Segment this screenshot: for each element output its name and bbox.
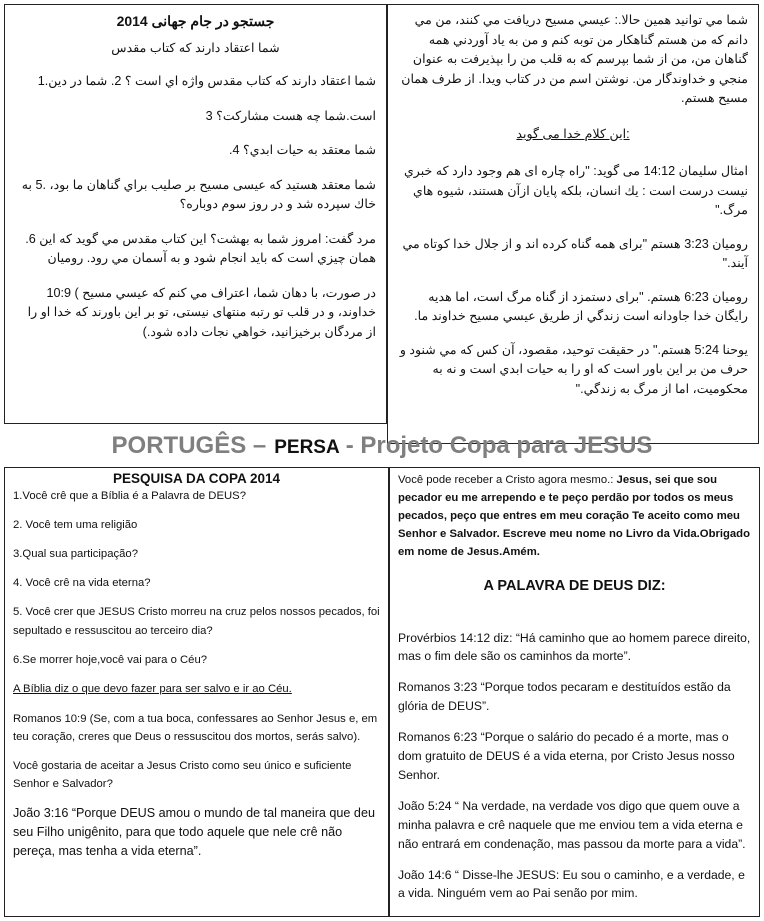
portuguese-word-heading: A PALAVRA DE DEUS DIZ: (483, 578, 666, 595)
portuguese-survey-panel (4, 467, 389, 917)
persian-question-1-2: شما اعتقاد دارند كه كتاب مقدس واژه اي است ؟ 2. شما در دین.1 (37, 74, 376, 89)
portuguese-invitation: Você gostaria de aceitar a Jesus Cristo como seu único e suficiente Senhor e Salvador? (13, 759, 352, 790)
persian-word-panel (387, 4, 759, 444)
persian-prayer-intro: شما مي توانيد همين حالا.: عيسي مسيح دريافت مي كنند، من مي دانم كه من هستم گناهكار من توبه كنم و من به ياد آوردني همه گناهان من، من از شما بپرسم که به قلب من را بپذيرفت به عنوان منجي و خداوندگار من. نوشتن اسم من در كتاب ويدا. از طرف همان مسيح هستم. (401, 13, 748, 106)
persian-survey-title: جستجو در جام جهانی 2014 (116, 13, 275, 29)
portuguese-question-4: 4. Você crê na vida eterna? (13, 577, 151, 590)
portuguese-question-2: 2. Você tem uma religião (13, 519, 138, 532)
banner-persa-label: PERSA (274, 437, 340, 458)
portuguese-verse-john-14-6: João 14:6 “ Disse-lhe JESUS: Eu sou o caminho, e a verdade, e a vida. Ninguém vem ao Pai senão por mim. (398, 867, 745, 901)
persian-word-heading: :این کلام خدا می گوید (516, 126, 630, 141)
project-banner-title (0, 424, 764, 468)
bible-says-link: A Bíblia diz o que devo fazer para ser salvo e ir ao Céu. (13, 682, 292, 695)
prayer-text: Jesus, sei que sou pecador eu me arrependo e te peço perdão por todos os meus pecados, peço que entres em meu coração Te aceito como meu Senhor e Salvador. Escreve meu nome no Livro da Vida.Obrigado em nome de Jesus.Amém. (398, 474, 750, 559)
persian-question-5: شما معتقد هستید که عیسی مسیح بر صليب براي گناهان ما بود، .5 به خاك سپرده شد و در روز سوم دوباره؟ (21, 177, 376, 212)
portuguese-word-panel (389, 467, 760, 917)
portuguese-verse-john-5-24: João 5:24 “ Na verdade, na verdade vos digo que quem ouve a minha palavra e crê naquele que me enviou tem a vida eterna e não entrará em condenação, mas passou da morte para a vida”. (398, 798, 746, 851)
portuguese-verse-romans-3-23: Romanos 3:23 “Porque todos pecaram e destituídos estão da glória de DEUS”. (398, 680, 731, 714)
portuguese-verse-proverbs: Provérbios 14:12 diz: “Há caminho que ao homem parece direito, mas o fim dele são os caminhos da morte”. (398, 630, 751, 664)
persian-survey-panel (4, 4, 387, 424)
persian-survey-subtitle: شما اعتقاد دارند که کتاب مقدس (111, 40, 280, 55)
portuguese-question-3: 3.Qual sua participação? (13, 548, 138, 561)
portuguese-romans-10-9: Romanos 10:9 (Se, com a tua boca, confessares ao Senhor Jesus e, em teu coração, creres que Deus o ressuscitou dos mortos, serás salvo). (13, 712, 378, 743)
portuguese-question-5: 5. Você crer que JESUS Cristo morreu na cruz pelos nossos pecados, foi sepultado e ressuscitou ao terceiro dia? (13, 606, 380, 637)
banner-project-label: - Projeto Copa para JESUS (345, 432, 653, 459)
prayer-intro-text: Você pode receber a Cristo agora mesmo.: (398, 474, 617, 486)
portuguese-question-6: 6.Se morrer hoje,você vai para o Céu? (13, 653, 208, 666)
portuguese-prayer-intro (398, 471, 751, 561)
persian-romans-10-9: در صورت، با دهان شما، اعتراف مي كنم كه عيسي مسيح ) 10:9 خداوند، و در قلب تو رتبه منتهای نیستی، تو بر اين باورند كه خدا او را از مردگان برخیزانید، خواهي نجات داده شود.) (27, 285, 376, 339)
persian-verse-romans-6-23: روميان 6:23 هستم. "براى دستمزد از گناه مرگ است، اما هديه رايگان خدا جاودانه است زندگي از طريق عيسي مسيح خداوند ما. (414, 289, 748, 324)
persian-verse-romans-3-23: روميان 3:23 هستم "براى همه گناه كرده اند و از جلال خدا كوتاه مي آيند." (402, 236, 748, 271)
portuguese-verse-romans-6-23: Romanos 6:23 “Porque o salário do pecado é a morte, mas o dom gratuito de DEUS é a vida eterna, por Cristo Jesus nosso Senhor. (398, 730, 735, 782)
portuguese-survey-title: PESQUISA DA COPA 2014 (112, 471, 281, 486)
persian-question-4: شما معتقد به حيات ابدي؟ 4. (229, 143, 376, 158)
persian-verse-john-5-24: يوحنا 5:24 هستم." در حقيقت توحيد، مقصود، آن كس كه مي شنود و حرف من بر اين باور است كه او را به حيات ابدي است و نه به محكوميت، اما از مرگ به زندگي." (399, 342, 748, 396)
persian-question-3: است.شما چه هست مشاركت؟ 3 (205, 108, 376, 123)
portuguese-question-1: 1.Você crê que a Bíblia é a Palavra de DEUS? (13, 490, 246, 503)
portuguese-john-3-16: João 3:16 “Porque DEUS amou o mundo de tal maneira que deu seu Filho unigênito, para que todo aquele que nele crê não pereça, mas tenha a vida eterna”. (13, 805, 375, 858)
persian-question-6: مرد گفت: امروز شما به بهشت؟ این كتاب مقدس مي گويد كه اين 6. همان چيزي است که باید انجام شود و به آسمان مي رود. روميان (25, 231, 376, 266)
banner-portuguese-label: PORTUGÊS – (111, 432, 267, 459)
persian-verse-proverbs: امثال سلیمان 14:12 می گوید: "راه چاره ای هم وجود دارد كه خبري نيست درست است : يك انسان، بلكه پایان ازآن هستند، شيوه هاي مرگ." (403, 164, 748, 218)
